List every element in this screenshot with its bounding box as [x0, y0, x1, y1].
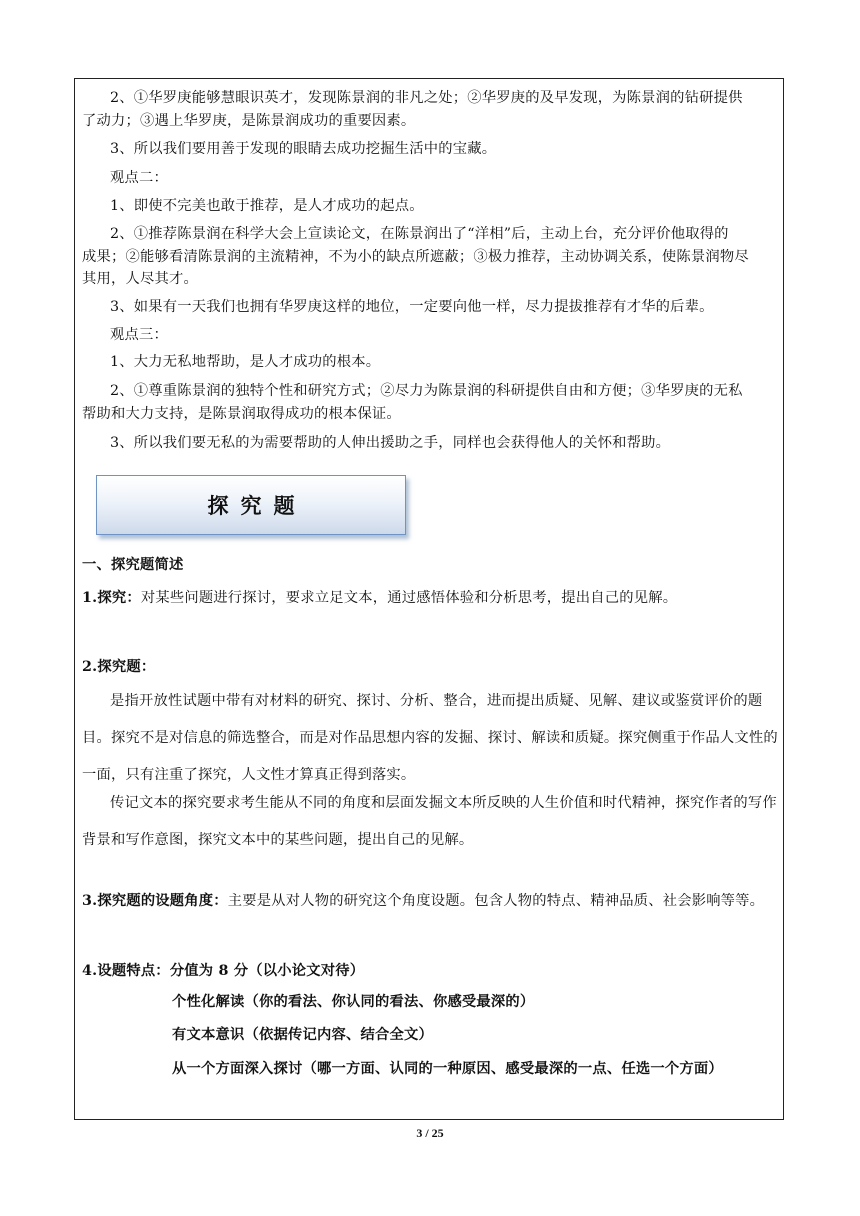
text-line: 1、大力无私地帮助，是人才成功的根本。: [110, 354, 381, 370]
section-heading: 一、探究题简述: [82, 557, 184, 573]
item-2-paragraph-2: 传记文本的探究要求考生能从不同的角度和层面发掘文本所反映的人生价值和时代精神，探究作者的写作背景和写作意图，探究文本中的某些问题，提出自己的见解。: [82, 795, 777, 848]
text-line: 帮助和大力支持，是陈景润取得成功的根本保证。: [82, 406, 401, 422]
banner-title: 探究题: [207, 494, 307, 518]
text-line: 3、所以我们要用善于发现的眼睛去成功挖掘生活中的宝藏。: [110, 141, 497, 157]
item-4-text: 分值为 8 分（以小论文对待）: [169, 963, 365, 979]
item-1-text: 对某些问题进行探讨，要求立足文本，通过感悟体验和分析思考，提出自己的见解。: [140, 590, 678, 606]
item-4-point: 个性化解读（你的看法、你认同的看法、你感受最深的）: [172, 994, 535, 1010]
item-4-point: 有文本意识（依据传记内容、结合全文）: [172, 1027, 433, 1043]
text-line: 2、①华罗庚能够慧眼识英才，发现陈景润的非凡之处；②华罗庚的及早发现，为陈景润的钻研提供: [110, 90, 743, 106]
text-line: 其用，人尽其才。: [82, 271, 198, 287]
item-4-label: 4.设题特点：: [82, 963, 170, 979]
text-line: 了动力；③遇上华罗庚，是陈景润成功的重要因素。: [82, 113, 416, 129]
page-number: 3 / 25: [416, 1126, 444, 1140]
item-4-point: 从一个方面深入探讨（哪一方面、认同的一种原因、感受最深的一点、任选一个方面）: [172, 1061, 723, 1077]
item-1-label: 1.探究：: [82, 590, 141, 606]
text-line: 3、所以我们要无私的为需要帮助的人伸出援助之手，同样也会获得他人的关怀和帮助。: [110, 435, 671, 451]
text-line: 3、如果有一天我们也拥有华罗庚这样的地位，一定要向他一样，尽力提拔推荐有才华的后辈。: [110, 299, 714, 315]
section-banner: [96, 475, 406, 535]
item-4: [82, 958, 778, 984]
item-1: [82, 585, 778, 611]
text-line: 2、①尊重陈景润的独特个性和研究方式；②尽力为陈景润的科研提供自由和方便；③华罗庚的无私: [110, 383, 743, 399]
item-3-label: 3.探究题的设题角度：: [82, 893, 228, 909]
item-2-label: 2.探究题：: [82, 659, 156, 675]
item-3-text: 主要是从对人物的研究这个角度设题。包含人物的特点、精神品质、社会影响等等。: [227, 893, 765, 909]
text-line: 1、即使不完美也敢于推荐，是人才成功的起点。: [110, 198, 424, 214]
subheading-viewpoint-2: 观点二：: [110, 170, 168, 186]
text-line: 2、①推荐陈景润在科学大会上宣读论文，在陈景润出了“洋相”后，主动上台，充分评价他取得的: [110, 226, 729, 242]
item-3: [82, 888, 778, 914]
text-line: 成果；②能够看清陈景润的主流精神，不为小的缺点所遮蔽；③极力推荐，主动协调关系，使陈景润物尽: [82, 249, 749, 265]
subheading-viewpoint-3: 观点三：: [110, 327, 168, 343]
item-2-paragraph-1: 是指开放性试题中带有对材料的研究、探讨、分析、整合，进而提出质疑、见解、建议或鉴赏评价的题目。探究不是对信息的筛选整合，而是对作品思想内容的发掘、探讨、解读和质疑。探究侧重于作品人文性的一面，只有注重了探究，人文性才算真正得到落实。: [82, 693, 778, 783]
